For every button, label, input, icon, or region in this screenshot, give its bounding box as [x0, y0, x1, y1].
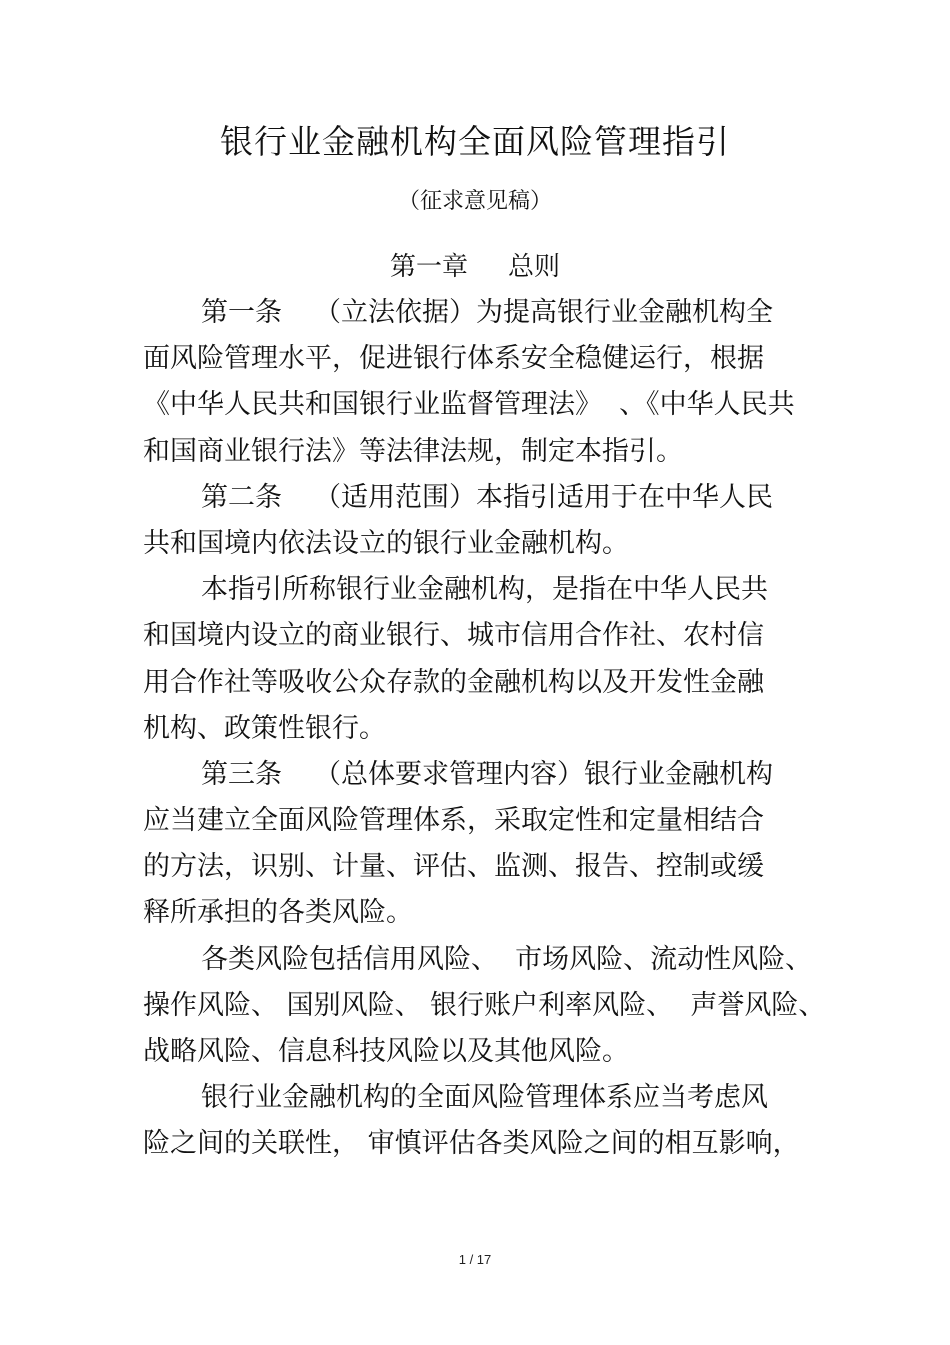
text-line	[143, 475, 813, 521]
document-title: 银行业金融机构全面风险管理指引	[220, 122, 730, 161]
line-text: 操作风险、 国别风险、 银行账户利率风险、 声誉风险、	[143, 989, 826, 1021]
page-number: 1 / 17	[458, 1252, 492, 1267]
chapter-name: 总则	[508, 252, 561, 282]
text-line	[143, 521, 813, 567]
line-text: 用合作社等吸收公众存款的金融机构以及开发性金融	[143, 666, 764, 698]
text-line	[143, 660, 813, 706]
text-line	[143, 844, 813, 890]
text-line	[143, 567, 813, 613]
line-text: （适用范围）本指引适用于在中华人民	[314, 481, 773, 513]
document-subtitle: （征求意见稿）	[397, 189, 552, 214]
line-text: 和国境内设立的商业银行、城市信用合作社、农村信	[143, 620, 764, 652]
text-line	[143, 290, 813, 336]
chapter-heading	[0, 249, 950, 285]
line-text: 本指引所称银行业金融机构，是指在中华人民共	[201, 574, 768, 606]
line-text: 银行业金融机构的全面风险管理体系应当考虑风	[201, 1082, 768, 1114]
line-text: 面风险管理水平，促进银行体系安全稳健运行，根据	[143, 343, 764, 375]
line-text: 和国商业银行法》等法律法规，制定本指引。	[143, 435, 683, 467]
text-line	[143, 706, 813, 752]
line-text: 《中华人民共和国银行业监督管理法》 、《中华人民共	[143, 389, 795, 421]
chapter-number: 第一章	[389, 252, 468, 282]
text-line	[143, 382, 813, 428]
text-line	[143, 336, 813, 382]
text-line	[143, 429, 813, 475]
line-text: 释所承担的各类风险。	[143, 897, 413, 929]
line-text: 应当建立全面风险管理体系，采取定性和定量相结合	[143, 805, 764, 837]
article-number: 第三条	[201, 758, 282, 790]
document-body	[143, 290, 826, 1168]
line-text: 机构、政策性银行。	[143, 712, 386, 744]
line-text: 共和国境内依法设立的银行业金融机构。	[143, 527, 629, 559]
text-line	[143, 1075, 813, 1121]
line-text: 各类风险包括信用风险、 市场风险、流动性风险、	[201, 943, 813, 975]
text-line	[143, 937, 813, 983]
line-text: （立法依据）为提高银行业金融机构全	[314, 297, 773, 328]
text-line	[143, 890, 813, 936]
line-text: 战略风险、信息科技风险以及其他风险。	[143, 1036, 629, 1067]
article-number: 第一条	[201, 297, 282, 328]
line-text: 险之间的关联性， 审慎评估各类风险之间的相互影响，	[143, 1128, 800, 1160]
text-line	[143, 1121, 813, 1167]
line-text: （总体要求管理内容）银行业金融机构	[314, 758, 773, 790]
text-line	[143, 798, 813, 844]
line-text: 的方法，识别、计量、评估、监测、报告、控制或缓	[143, 851, 764, 883]
text-line	[143, 1029, 813, 1075]
article-number: 第二条	[201, 481, 282, 513]
text-line	[143, 752, 813, 798]
text-line	[143, 613, 813, 659]
text-line	[143, 983, 826, 1029]
